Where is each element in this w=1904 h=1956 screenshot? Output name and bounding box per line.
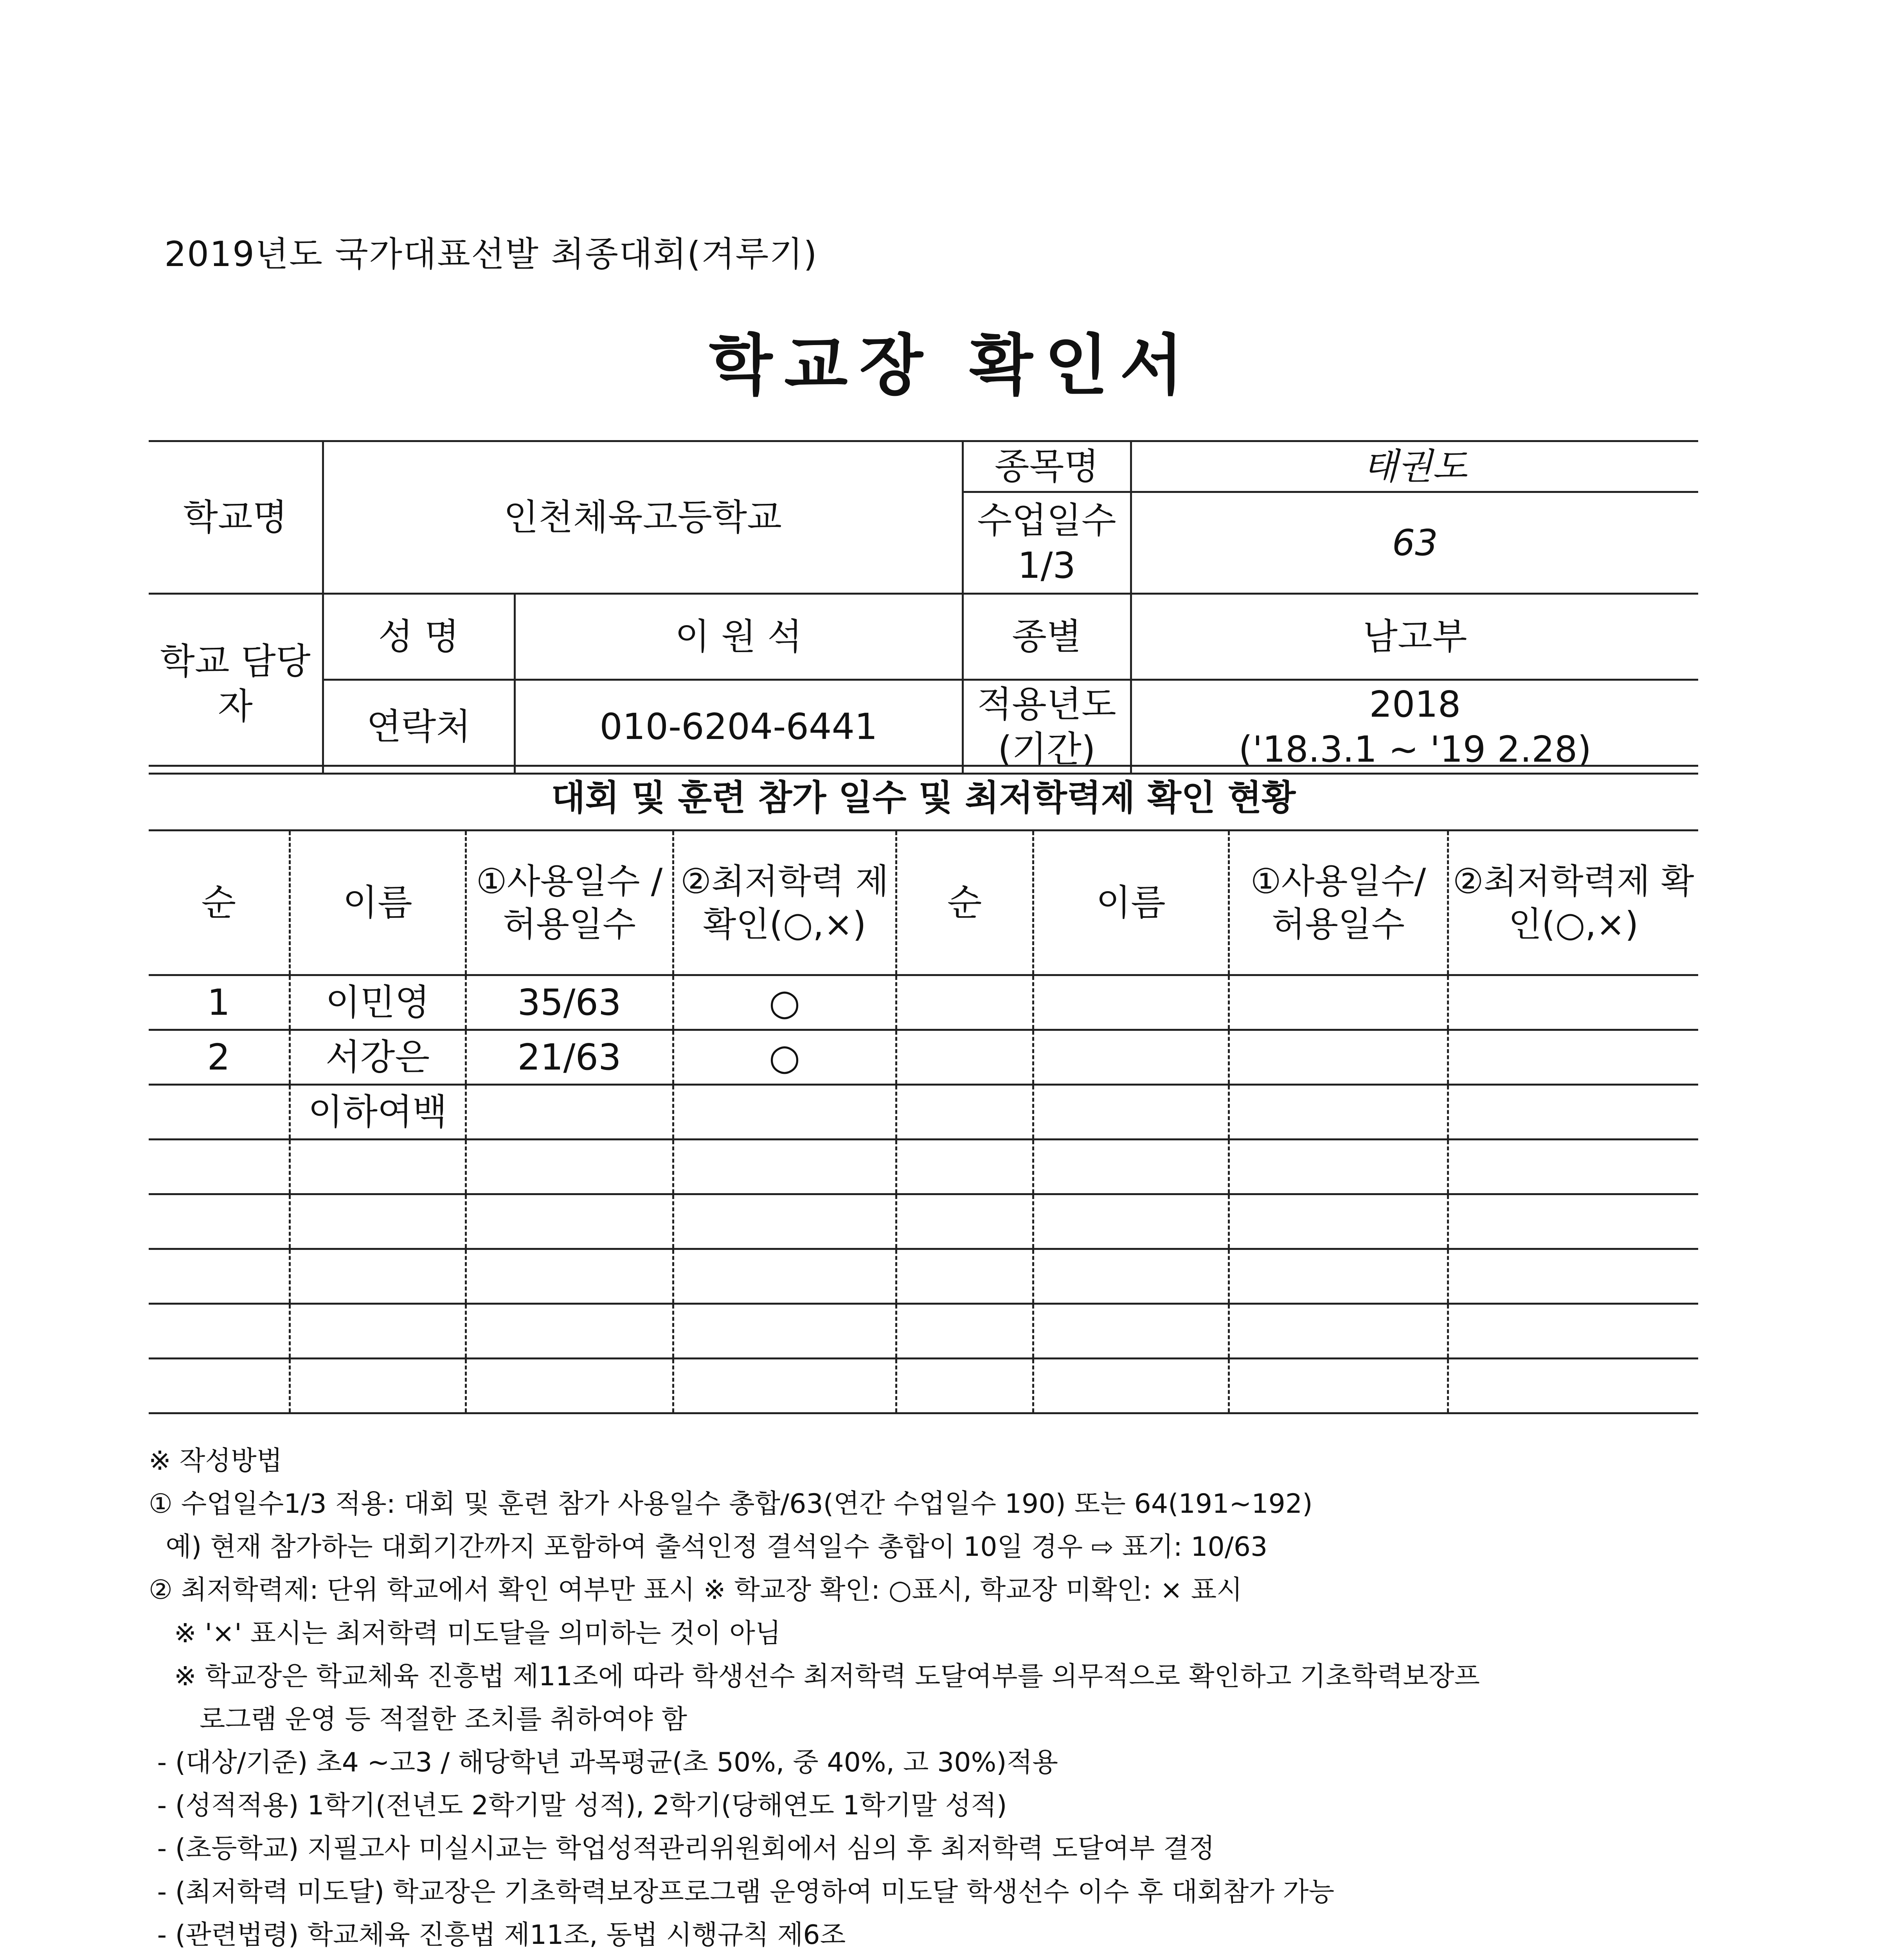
table-cell: [1229, 1140, 1448, 1194]
table-cell: [673, 1140, 896, 1194]
table-cell: [896, 1249, 1033, 1304]
table-cell: [896, 1030, 1033, 1085]
note-line: ※ '×' 표시는 최저학력 미도달을 의미하는 것이 아님: [149, 1618, 781, 1649]
notes-section: [149, 1440, 1753, 1956]
table-cell: [1033, 1085, 1229, 1140]
table-cell: [1229, 1030, 1448, 1085]
contact-label: 연락처: [323, 680, 515, 774]
year-value: 2018: [1369, 683, 1461, 725]
status-table: [149, 829, 1698, 1414]
table-cell: [1033, 1304, 1229, 1359]
contact-value: 010-6204-6441: [515, 680, 963, 774]
table-row: [149, 1359, 1698, 1413]
table-cell: [1229, 975, 1448, 1030]
name-label: 성 명: [323, 594, 515, 680]
table-row: [149, 975, 1698, 1030]
school-name: 인천체육고등학교: [323, 441, 963, 594]
note-line: ※ 작성방법: [149, 1445, 283, 1476]
table-cell: [1229, 1359, 1448, 1413]
table-cell: 1: [149, 975, 290, 1030]
note-line: 로그램 운영 등 적절한 조치를 취하여야 함: [149, 1704, 687, 1735]
note-line: 예) 현재 참가하는 대회기간까지 포함하여 출석인정 결석일수 총합이 10일 경우 ⇨ 표기: 10/63: [149, 1532, 1268, 1563]
table-cell: 이민영: [290, 975, 466, 1030]
table-cell: [896, 975, 1033, 1030]
table-cell: 21/63: [466, 1030, 673, 1085]
table-cell: [149, 1194, 290, 1249]
table-cell: [896, 1304, 1033, 1359]
table-row: [149, 1030, 1698, 1085]
info-table: [149, 440, 1698, 775]
table-cell: [149, 1304, 290, 1359]
table-cell: [149, 1085, 290, 1140]
header-cell: ②최저학력제 확인(○,×): [1448, 831, 1698, 975]
table-cell: [1229, 1085, 1448, 1140]
header-cell: ②최저학력 제 확인(○,×): [673, 831, 896, 975]
sport-label: 종목명: [963, 441, 1131, 492]
note-line: ※ 학교장은 학교체육 진흥법 제11조에 따라 학생선수 최저학력 도달여부를 의무적으로 확인하고 기초학력보장프: [149, 1661, 1480, 1692]
header-cell: ①사용일수 /허용일수: [466, 831, 673, 975]
table-cell: [896, 1085, 1033, 1140]
name-value: 이 원 석: [515, 594, 963, 680]
table-cell: [673, 1249, 896, 1304]
table-row: [149, 1304, 1698, 1359]
table-cell: [149, 1359, 290, 1413]
notes-list: [149, 1440, 1753, 1956]
table-cell: [466, 1249, 673, 1304]
header-cell: 순: [896, 831, 1033, 975]
table-cell: [1229, 1194, 1448, 1249]
document-title: 학교장 확인서: [709, 327, 1195, 404]
table-cell: [1033, 1140, 1229, 1194]
school-label: 학교명: [149, 441, 323, 594]
table-cell: [290, 1359, 466, 1413]
table-row: [149, 1249, 1698, 1304]
note-line: - (초등학교) 지필고사 미실시교는 학업성적관리위원회에서 심의 후 최저학력 도달여부 결정: [149, 1833, 1215, 1864]
header-cell: ①사용일수/ 허용일수: [1229, 831, 1448, 975]
table-cell: ○: [673, 975, 896, 1030]
table-cell: [896, 1359, 1033, 1413]
header-cell: 순: [149, 831, 290, 975]
year-label: 적용년도 (기간): [963, 680, 1131, 774]
table-cell: [149, 1140, 290, 1194]
table-cell: [1033, 1359, 1229, 1413]
table-cell: [290, 1304, 466, 1359]
note-line: ② 최저학력제: 단위 학교에서 확인 여부만 표시 ※ 학교장 확인: ○표시, 학교장 미확인: × 표시: [149, 1575, 1242, 1606]
table-cell: [1448, 1140, 1698, 1194]
staff-label: 학교 담당자: [149, 594, 323, 774]
table-cell: [1033, 1030, 1229, 1085]
table-cell: [466, 1359, 673, 1413]
table-cell: [1448, 1030, 1698, 1085]
table-cell: 이하여백: [290, 1085, 466, 1140]
table-cell: [896, 1194, 1033, 1249]
header-cell: 이름: [290, 831, 466, 975]
table-cell: [1033, 1194, 1229, 1249]
table-cell: [1448, 1085, 1698, 1140]
note-line: - (관련법령) 학교체육 진흥법 제11조, 동법 시행규칙 제6조: [149, 1919, 846, 1951]
table-row: [149, 1194, 1698, 1249]
status-header-row: [149, 831, 1698, 975]
table-cell: [466, 1140, 673, 1194]
table-cell: [1448, 1359, 1698, 1413]
table-row: [149, 1140, 1698, 1194]
table-cell: [673, 1359, 896, 1413]
table-cell: [673, 1194, 896, 1249]
note-line: ① 수업일수1/3 적용: 대회 및 훈련 참가 사용일수 총합/63(연간 수업일수 190) 또는 64(191~192): [149, 1489, 1313, 1520]
note-line: - (성적적용) 1학기(전년도 2학기말 성적), 2학기(당해연도 1학기말 성적): [149, 1790, 1007, 1821]
category-label: 종별: [963, 594, 1131, 680]
status-heading: 대회 및 훈련 참가 일수 및 최저학력제 확인 현황: [149, 765, 1698, 831]
status-body: [149, 975, 1698, 1413]
table-cell: [1229, 1249, 1448, 1304]
classdays-value: 63: [1131, 492, 1698, 594]
table-cell: [466, 1304, 673, 1359]
table-cell: [1033, 975, 1229, 1030]
document-subtitle: 2019년도 국가대표선발 최종대회(겨루기): [164, 234, 818, 274]
table-cell: [896, 1140, 1033, 1194]
table-cell: [673, 1304, 896, 1359]
classdays-label: 수업일수 1/3: [963, 492, 1131, 594]
table-cell: [466, 1194, 673, 1249]
table-cell: [1448, 1304, 1698, 1359]
table-cell: [1033, 1249, 1229, 1304]
period-value: ('18.3.1 ~ '19 2.28): [1238, 728, 1592, 770]
table-cell: 서강은: [290, 1030, 466, 1085]
note-line: - (대상/기준) 초4 ~고3 / 해당학년 과목평균(초 50%, 중 40%, 고 30%)적용: [149, 1747, 1058, 1778]
table-cell: [1448, 1249, 1698, 1304]
table-cell: [673, 1085, 896, 1140]
sport-value: 태권도: [1131, 441, 1698, 492]
table-cell: [290, 1194, 466, 1249]
category-value: 남고부: [1131, 594, 1698, 680]
year-cell: [1131, 680, 1698, 774]
table-cell: [1448, 1194, 1698, 1249]
table-cell: 35/63: [466, 975, 673, 1030]
table-row: [149, 1085, 1698, 1140]
table-cell: [149, 1249, 290, 1304]
table-cell: ○: [673, 1030, 896, 1085]
table-cell: 2: [149, 1030, 290, 1085]
table-cell: [290, 1249, 466, 1304]
table-cell: [1229, 1304, 1448, 1359]
table-cell: [1448, 975, 1698, 1030]
note-line: - (최저학력 미도달) 학교장은 기초학력보장프로그램 운영하여 미도달 학생선수 이수 후 대회참가 가능: [149, 1876, 1335, 1907]
table-cell: [466, 1085, 673, 1140]
table-cell: [290, 1140, 466, 1194]
header-cell: 이름: [1033, 831, 1229, 975]
